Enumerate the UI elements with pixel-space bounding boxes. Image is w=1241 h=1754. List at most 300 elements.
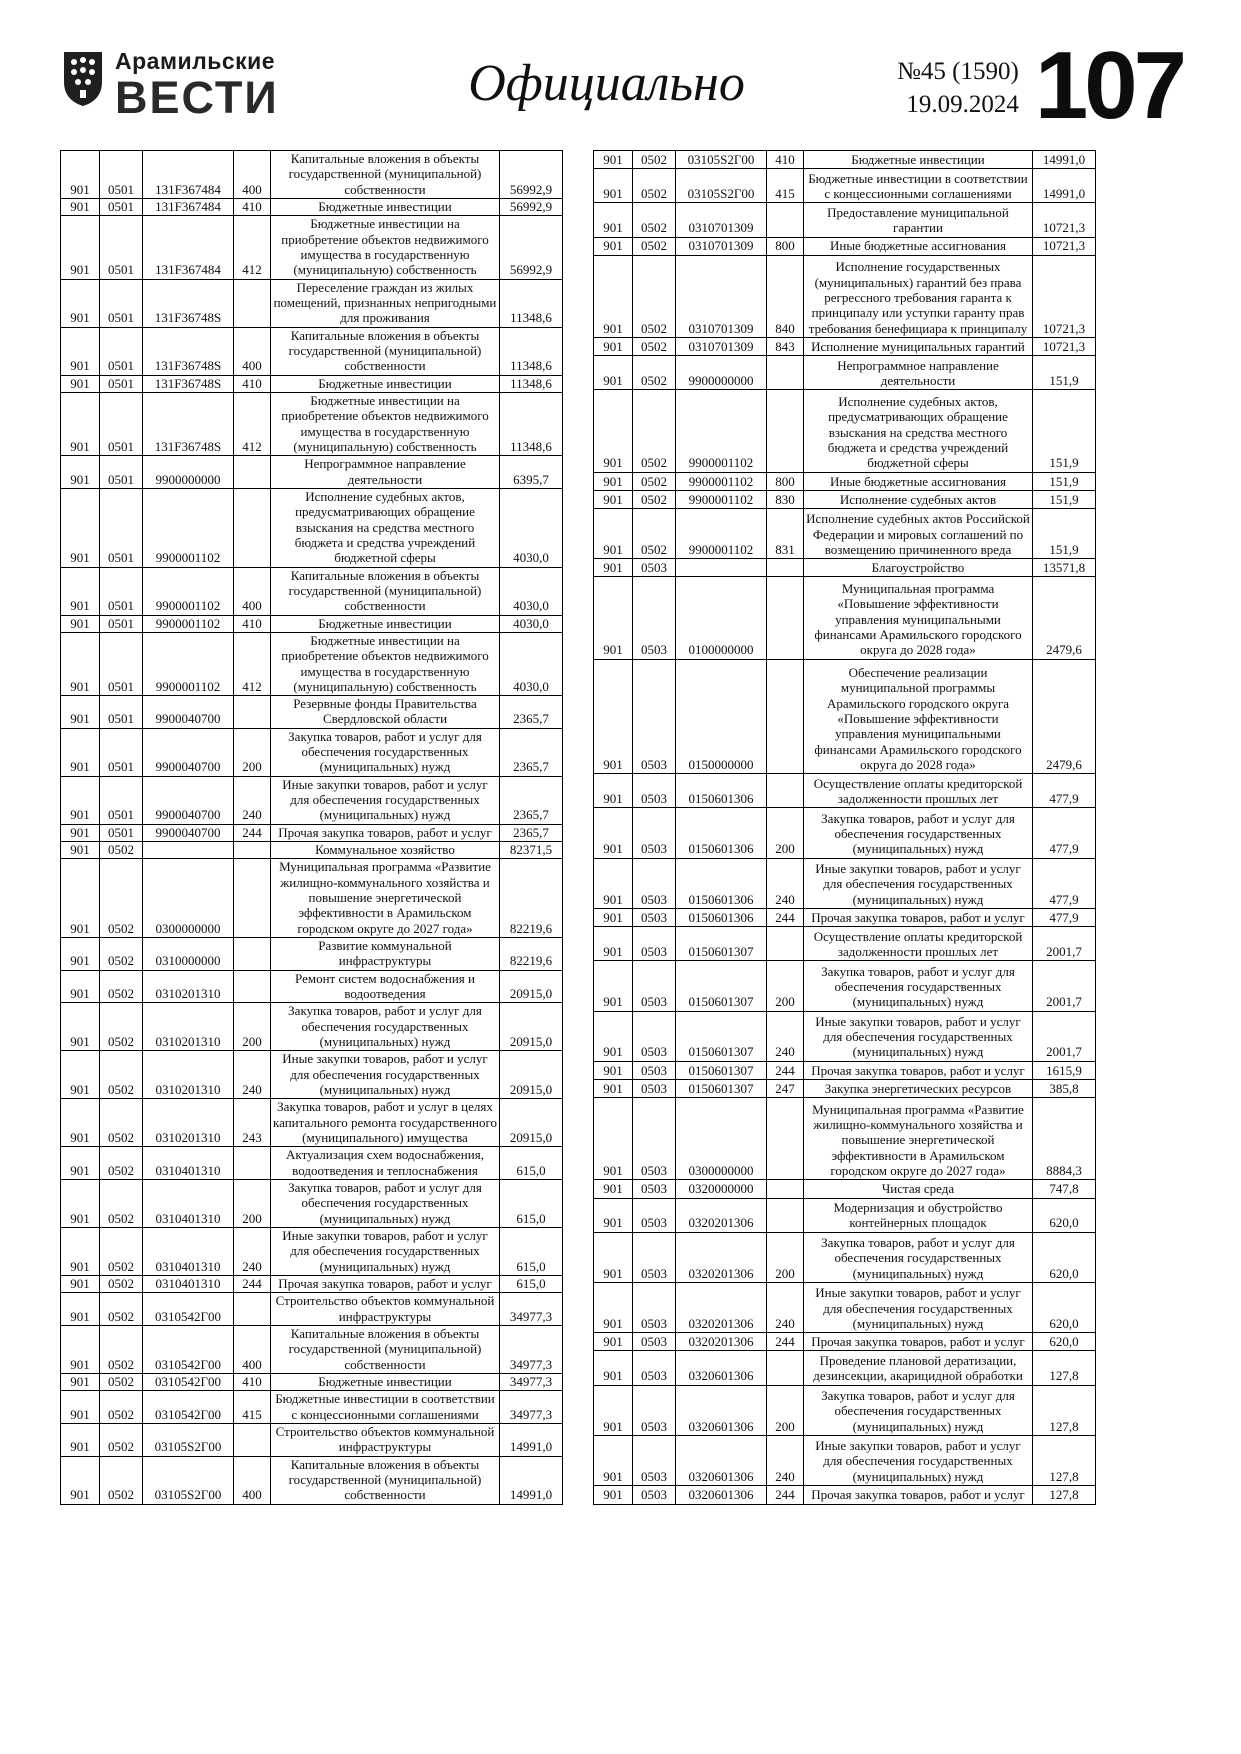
table-row bbox=[61, 1293, 563, 1326]
cell-name: Прочая закупка товаров, работ и услуг bbox=[804, 908, 1033, 926]
cell-type: 415 bbox=[234, 1391, 271, 1424]
cell-name: Предоставление муниципальной гарантии bbox=[804, 203, 1033, 237]
cell-grbs: 901 bbox=[594, 774, 633, 808]
cell-type bbox=[234, 456, 271, 489]
cell-grbs: 901 bbox=[61, 938, 100, 971]
cell-section: 0503 bbox=[633, 1486, 676, 1504]
cell-amount: 615,0 bbox=[500, 1147, 563, 1180]
cell-amount: 2479,6 bbox=[1033, 577, 1096, 659]
table-row bbox=[61, 567, 563, 615]
table-row bbox=[594, 1232, 1096, 1282]
cell-amount: 56992,9 bbox=[500, 198, 563, 215]
table-row bbox=[61, 1325, 563, 1373]
cell-grbs: 901 bbox=[594, 1486, 633, 1504]
table-row bbox=[594, 1198, 1096, 1232]
cell-amount: 6395,7 bbox=[500, 456, 563, 489]
cell-target: 03105S2Г00 bbox=[676, 169, 767, 203]
cell-amount: 11348,6 bbox=[500, 392, 563, 455]
cell-name: Бюджетные инвестиции bbox=[804, 151, 1033, 169]
cell-amount: 385,8 bbox=[1033, 1079, 1096, 1097]
cell-type: 400 bbox=[234, 327, 271, 375]
table-row bbox=[61, 1003, 563, 1051]
cell-type: 400 bbox=[234, 567, 271, 615]
cell-type bbox=[234, 279, 271, 327]
cell-type bbox=[767, 203, 804, 237]
cell-grbs: 901 bbox=[594, 961, 633, 1011]
cell-section: 0503 bbox=[633, 577, 676, 659]
cell-grbs: 901 bbox=[61, 1423, 100, 1456]
cell-amount: 20915,0 bbox=[500, 1051, 563, 1099]
cell-section: 0501 bbox=[100, 488, 143, 567]
cell-section: 0503 bbox=[633, 1061, 676, 1079]
cell-name: Закупка товаров, работ и услуг в целях капитального ремонта государственного (муниципального) имущества bbox=[271, 1099, 500, 1147]
cell-amount: 13571,8 bbox=[1033, 559, 1096, 577]
cell-amount: 14991,0 bbox=[1033, 169, 1096, 203]
cell-amount: 20915,0 bbox=[500, 970, 563, 1003]
cell-section: 0502 bbox=[100, 1423, 143, 1456]
cell-amount: 127,8 bbox=[1033, 1385, 1096, 1435]
table-row bbox=[594, 169, 1096, 203]
cell-name: Прочая закупка товаров, работ и услуг bbox=[804, 1486, 1033, 1504]
cell-section: 0501 bbox=[100, 327, 143, 375]
cell-section: 0502 bbox=[100, 1275, 143, 1292]
cell-grbs: 901 bbox=[61, 1147, 100, 1180]
cell-grbs: 901 bbox=[61, 842, 100, 859]
cell-amount: 10721,3 bbox=[1033, 203, 1096, 237]
cell-amount: 477,9 bbox=[1033, 774, 1096, 808]
cell-grbs: 901 bbox=[594, 559, 633, 577]
cell-grbs: 901 bbox=[61, 970, 100, 1003]
cell-target bbox=[143, 842, 234, 859]
cell-type: 244 bbox=[767, 908, 804, 926]
cell-name: Прочая закупка товаров, работ и услуг bbox=[271, 824, 500, 841]
cell-type: 200 bbox=[234, 1180, 271, 1228]
cell-name: Муниципальная программа «Развитие жилищно-коммунального хозяйства и повышение энергетической эффективности в Арамильском городском округе до 2027 года» bbox=[271, 859, 500, 938]
cell-amount: 34977,3 bbox=[500, 1391, 563, 1424]
cell-name: Непрограммное направление деятельности bbox=[271, 456, 500, 489]
cell-target: 9900001102 bbox=[143, 567, 234, 615]
cell-type: 400 bbox=[234, 1456, 271, 1504]
cell-grbs: 901 bbox=[61, 1180, 100, 1228]
cell-target: 9900001102 bbox=[676, 472, 767, 490]
cell-grbs: 901 bbox=[594, 1385, 633, 1435]
cell-name: Капитальные вложения в объекты государственной (муниципальной) собственности bbox=[271, 567, 500, 615]
cell-target: 9900040700 bbox=[143, 696, 234, 729]
cell-grbs: 901 bbox=[594, 1079, 633, 1097]
cell-grbs: 901 bbox=[594, 1180, 633, 1198]
cell-type bbox=[767, 577, 804, 659]
cell-section: 0502 bbox=[100, 1180, 143, 1228]
cell-grbs: 901 bbox=[594, 858, 633, 908]
cell-target: 0310201310 bbox=[143, 1003, 234, 1051]
table-row bbox=[61, 488, 563, 567]
table-row bbox=[61, 1180, 563, 1228]
table-row bbox=[594, 1283, 1096, 1333]
cell-name: Развитие коммунальной инфраструктуры bbox=[271, 938, 500, 971]
cell-name: Чистая среда bbox=[804, 1180, 1033, 1198]
cell-type: 200 bbox=[767, 808, 804, 858]
cell-grbs: 901 bbox=[61, 824, 100, 841]
cell-amount: 82371,5 bbox=[500, 842, 563, 859]
cell-type: 240 bbox=[767, 1011, 804, 1061]
cell-amount: 10721,3 bbox=[1033, 255, 1096, 337]
cell-amount: 747,8 bbox=[1033, 1180, 1096, 1198]
cell-grbs: 901 bbox=[594, 1198, 633, 1232]
cell-amount: 2365,7 bbox=[500, 776, 563, 824]
cell-target: 03105S2Г00 bbox=[143, 1423, 234, 1456]
cell-target: 0310542Г00 bbox=[143, 1391, 234, 1424]
cell-grbs: 901 bbox=[61, 1293, 100, 1326]
cell-name: Иные закупки товаров, работ и услуг для обеспечения государственных (муниципальных) нужд bbox=[804, 858, 1033, 908]
cell-section: 0502 bbox=[633, 472, 676, 490]
cell-target: 9900040700 bbox=[143, 728, 234, 776]
cell-grbs: 901 bbox=[594, 151, 633, 169]
cell-type: 244 bbox=[767, 1486, 804, 1504]
cell-target: 9900001102 bbox=[143, 615, 234, 632]
table-row bbox=[594, 1486, 1096, 1504]
table-row bbox=[594, 338, 1096, 356]
table-row bbox=[61, 392, 563, 455]
cell-grbs: 901 bbox=[61, 1099, 100, 1147]
cell-type bbox=[234, 696, 271, 729]
cell-section: 0502 bbox=[633, 169, 676, 203]
cell-section: 0501 bbox=[100, 728, 143, 776]
cell-amount: 2365,7 bbox=[500, 728, 563, 776]
cell-grbs: 901 bbox=[61, 327, 100, 375]
cell-section: 0501 bbox=[100, 696, 143, 729]
cell-type bbox=[767, 390, 804, 472]
cell-section: 0503 bbox=[633, 659, 676, 773]
cell-grbs: 901 bbox=[594, 338, 633, 356]
cell-target: 9900001102 bbox=[143, 632, 234, 695]
cell-section: 0502 bbox=[100, 1293, 143, 1326]
table-row bbox=[594, 1180, 1096, 1198]
cell-name: Капитальные вложения в объекты государственной (муниципальной) собственности bbox=[271, 327, 500, 375]
cell-target: 0150601306 bbox=[676, 858, 767, 908]
cell-target: 0150601307 bbox=[676, 1061, 767, 1079]
table-row bbox=[61, 1456, 563, 1504]
cell-grbs: 901 bbox=[61, 776, 100, 824]
cell-section: 0502 bbox=[633, 151, 676, 169]
cell-grbs: 901 bbox=[594, 659, 633, 773]
table-row bbox=[594, 509, 1096, 559]
table-row bbox=[61, 1227, 563, 1275]
cell-target: 0310701309 bbox=[676, 237, 767, 255]
table-row bbox=[61, 1423, 563, 1456]
cell-section: 0501 bbox=[100, 375, 143, 392]
cell-target: 0150601307 bbox=[676, 961, 767, 1011]
cell-name: Проведение плановой дератизации, дезинсекции, акарицидной обработки bbox=[804, 1351, 1033, 1385]
cell-target: 0310201310 bbox=[143, 970, 234, 1003]
cell-target: 0310201310 bbox=[143, 1051, 234, 1099]
cell-name: Обеспечение реализации муниципальной программы Арамильского городского округа «Повышение эффективности управления муниципальными финансами Арамильского городского округа до 2028 года» bbox=[804, 659, 1033, 773]
cell-section: 0503 bbox=[633, 1232, 676, 1282]
cell-type: 410 bbox=[234, 375, 271, 392]
cell-amount: 477,9 bbox=[1033, 808, 1096, 858]
cell-name: Иные закупки товаров, работ и услуг для обеспечения государственных (муниципальных) нужд bbox=[271, 1227, 500, 1275]
cell-type: 200 bbox=[767, 1385, 804, 1435]
cell-type: 410 bbox=[767, 151, 804, 169]
cell-type bbox=[767, 356, 804, 390]
cell-section: 0503 bbox=[633, 858, 676, 908]
cell-grbs: 901 bbox=[61, 279, 100, 327]
cell-target: 9900040700 bbox=[143, 776, 234, 824]
cell-grbs: 901 bbox=[594, 490, 633, 508]
cell-grbs: 901 bbox=[61, 375, 100, 392]
cell-grbs: 901 bbox=[594, 237, 633, 255]
cell-target: 03105S2Г00 bbox=[143, 1456, 234, 1504]
cell-amount: 615,0 bbox=[500, 1275, 563, 1292]
cell-amount: 4030,0 bbox=[500, 567, 563, 615]
cell-name: Исполнение судебных актов, предусматривающих обращение взыскания на средства местного бюджета и средства учреждений бюджетной сферы bbox=[804, 390, 1033, 472]
cell-grbs: 901 bbox=[594, 472, 633, 490]
table-row bbox=[594, 472, 1096, 490]
cell-target: 0310401310 bbox=[143, 1180, 234, 1228]
cell-name: Муниципальная программа «Повышение эффективности управления муниципальными финансами Арамильского городского округа до 2028 года» bbox=[804, 577, 1033, 659]
newspaper-logo bbox=[60, 46, 316, 123]
cell-section: 0503 bbox=[633, 1079, 676, 1097]
cell-grbs: 901 bbox=[594, 577, 633, 659]
cell-section: 0502 bbox=[100, 1003, 143, 1051]
cell-name: Строительство объектов коммунальной инфраструктуры bbox=[271, 1423, 500, 1456]
cell-section: 0501 bbox=[100, 567, 143, 615]
cell-section: 0503 bbox=[633, 1283, 676, 1333]
cell-grbs: 901 bbox=[61, 456, 100, 489]
cell-target: 0150601307 bbox=[676, 927, 767, 961]
cell-name: Резервные фонды Правительства Свердловской области bbox=[271, 696, 500, 729]
cell-type: 412 bbox=[234, 216, 271, 279]
cell-section: 0503 bbox=[633, 808, 676, 858]
cell-type: 840 bbox=[767, 255, 804, 337]
cell-amount: 14991,0 bbox=[500, 1456, 563, 1504]
cell-type bbox=[767, 774, 804, 808]
cell-name: Закупка товаров, работ и услуг для обеспечения государственных (муниципальных) нужд bbox=[271, 1180, 500, 1228]
cell-type: 800 bbox=[767, 237, 804, 255]
cell-amount: 615,0 bbox=[500, 1227, 563, 1275]
cell-name: Исполнение судебных актов bbox=[804, 490, 1033, 508]
cell-amount: 620,0 bbox=[1033, 1232, 1096, 1282]
cell-type bbox=[767, 1098, 804, 1180]
cell-target: 131F367484 bbox=[143, 198, 234, 215]
cell-type: 244 bbox=[234, 824, 271, 841]
cell-type: 830 bbox=[767, 490, 804, 508]
cell-target: 0150601307 bbox=[676, 1079, 767, 1097]
table-row bbox=[61, 938, 563, 971]
table-row bbox=[61, 615, 563, 632]
cell-type: 240 bbox=[767, 858, 804, 908]
cell-amount: 11348,6 bbox=[500, 375, 563, 392]
cell-grbs: 901 bbox=[61, 615, 100, 632]
cell-type: 240 bbox=[234, 1051, 271, 1099]
cell-grbs: 901 bbox=[594, 927, 633, 961]
cell-name: Прочая закупка товаров, работ и услуг bbox=[804, 1061, 1033, 1079]
cell-amount: 151,9 bbox=[1033, 356, 1096, 390]
cell-type bbox=[234, 488, 271, 567]
table-row bbox=[594, 1351, 1096, 1385]
cell-section: 0502 bbox=[633, 237, 676, 255]
cell-type: 244 bbox=[767, 1333, 804, 1351]
cell-section: 0502 bbox=[100, 1147, 143, 1180]
cell-section: 0501 bbox=[100, 151, 143, 199]
table-row bbox=[61, 1147, 563, 1180]
cell-amount: 4030,0 bbox=[500, 488, 563, 567]
cell-amount: 620,0 bbox=[1033, 1198, 1096, 1232]
cell-name: Исполнение судебных актов, предусматривающих обращение взыскания на средства местного бюджета и средства учреждений бюджетной сферы bbox=[271, 488, 500, 567]
table-row bbox=[594, 490, 1096, 508]
issue-info bbox=[897, 46, 1019, 121]
cell-target: 9900000000 bbox=[143, 456, 234, 489]
table-row bbox=[61, 632, 563, 695]
cell-type: 400 bbox=[234, 1325, 271, 1373]
cell-amount: 2365,7 bbox=[500, 824, 563, 841]
cell-name: Бюджетные инвестиции в соответствии с концессионными соглашениями bbox=[804, 169, 1033, 203]
cell-target: 0150000000 bbox=[676, 659, 767, 773]
table-row bbox=[594, 1079, 1096, 1097]
cell-section: 0503 bbox=[633, 1333, 676, 1351]
cell-amount: 34977,3 bbox=[500, 1325, 563, 1373]
cell-type: 240 bbox=[767, 1435, 804, 1485]
cell-section: 0502 bbox=[633, 490, 676, 508]
table-row bbox=[61, 1099, 563, 1147]
cell-target: 0310000000 bbox=[143, 938, 234, 971]
cell-type: 412 bbox=[234, 632, 271, 695]
cell-amount: 34977,3 bbox=[500, 1373, 563, 1390]
cell-grbs: 901 bbox=[61, 216, 100, 279]
cell-name: Закупка энергетических ресурсов bbox=[804, 1079, 1033, 1097]
cell-section: 0501 bbox=[100, 216, 143, 279]
cell-grbs: 901 bbox=[594, 808, 633, 858]
brand-text bbox=[115, 46, 279, 123]
cell-target: 9900001102 bbox=[676, 490, 767, 508]
cell-section: 0502 bbox=[633, 390, 676, 472]
cell-target: 0300000000 bbox=[143, 859, 234, 938]
cell-target: 0300000000 bbox=[676, 1098, 767, 1180]
cell-amount: 620,0 bbox=[1033, 1283, 1096, 1333]
cell-section: 0502 bbox=[100, 842, 143, 859]
cell-section: 0502 bbox=[100, 1456, 143, 1504]
cell-grbs: 901 bbox=[61, 392, 100, 455]
cell-target: 0310701309 bbox=[676, 203, 767, 237]
cell-target: 9900001102 bbox=[676, 390, 767, 472]
cell-grbs: 901 bbox=[594, 203, 633, 237]
cell-name: Коммунальное хозяйство bbox=[271, 842, 500, 859]
cell-amount: 477,9 bbox=[1033, 858, 1096, 908]
cell-name: Иные закупки товаров, работ и услуг для обеспечения государственных (муниципальных) нужд bbox=[804, 1011, 1033, 1061]
table-row bbox=[61, 776, 563, 824]
cell-target: 0150601306 bbox=[676, 774, 767, 808]
cell-name: Прочая закупка товаров, работ и услуг bbox=[271, 1275, 500, 1292]
table-row bbox=[61, 456, 563, 489]
cell-target: 0320601306 bbox=[676, 1385, 767, 1435]
table-row bbox=[61, 279, 563, 327]
cell-grbs: 901 bbox=[61, 198, 100, 215]
cell-type: 410 bbox=[234, 1373, 271, 1390]
cell-name: Модернизация и обустройство контейнерных площадок bbox=[804, 1198, 1033, 1232]
table-row bbox=[61, 859, 563, 938]
cell-target: 0320201306 bbox=[676, 1283, 767, 1333]
cell-amount: 82219,6 bbox=[500, 938, 563, 971]
cell-type: 410 bbox=[234, 615, 271, 632]
brand-name-top: Арамильские bbox=[115, 48, 276, 74]
cell-amount: 14991,0 bbox=[1033, 151, 1096, 169]
cell-target: 0320601306 bbox=[676, 1486, 767, 1504]
cell-section: 0502 bbox=[633, 255, 676, 337]
cell-amount: 11348,6 bbox=[500, 327, 563, 375]
cell-name: Бюджетные инвестиции bbox=[271, 1373, 500, 1390]
cell-target: 03105S2Г00 bbox=[676, 151, 767, 169]
table-row bbox=[594, 1098, 1096, 1180]
cell-section: 0503 bbox=[633, 1385, 676, 1435]
cell-type bbox=[767, 1351, 804, 1385]
table-row bbox=[594, 1385, 1096, 1435]
cell-section: 0501 bbox=[100, 776, 143, 824]
cell-type: 410 bbox=[234, 198, 271, 215]
cell-section: 0501 bbox=[100, 632, 143, 695]
cell-amount: 151,9 bbox=[1033, 472, 1096, 490]
cell-type: 415 bbox=[767, 169, 804, 203]
cell-name: Исполнение судебных актов Российской Федерации и мировых соглашений по возмещению причиненного вреда bbox=[804, 509, 1033, 559]
cell-grbs: 901 bbox=[594, 1011, 633, 1061]
cell-target: 131F36748S bbox=[143, 375, 234, 392]
cell-amount: 10721,3 bbox=[1033, 338, 1096, 356]
cell-section: 0502 bbox=[100, 1099, 143, 1147]
cell-grbs: 901 bbox=[61, 696, 100, 729]
cell-name: Иные закупки товаров, работ и услуг для обеспечения государственных (муниципальных) нужд bbox=[804, 1435, 1033, 1485]
page-number: 107 bbox=[1034, 32, 1183, 139]
table-row bbox=[61, 696, 563, 729]
cell-target: 0310542Г00 bbox=[143, 1293, 234, 1326]
cell-type: 843 bbox=[767, 338, 804, 356]
cell-name: Закупка товаров, работ и услуг для обеспечения государственных (муниципальных) нужд bbox=[271, 728, 500, 776]
table-row bbox=[61, 216, 563, 279]
cell-section: 0502 bbox=[100, 938, 143, 971]
cell-section: 0503 bbox=[633, 908, 676, 926]
cell-name: Бюджетные инвестиции bbox=[271, 198, 500, 215]
table-row bbox=[61, 728, 563, 776]
cell-grbs: 901 bbox=[594, 1351, 633, 1385]
cell-grbs: 901 bbox=[61, 632, 100, 695]
table-row bbox=[594, 1011, 1096, 1061]
cell-grbs: 901 bbox=[594, 390, 633, 472]
cell-target: 0310401310 bbox=[143, 1147, 234, 1180]
cell-grbs: 901 bbox=[594, 1098, 633, 1180]
cell-grbs: 901 bbox=[61, 1391, 100, 1424]
cell-name: Бюджетные инвестиции на приобретение объектов недвижимого имущества в государственную (муниципальную) собственность bbox=[271, 632, 500, 695]
cell-target: 0310201310 bbox=[143, 1099, 234, 1147]
cell-type: 831 bbox=[767, 509, 804, 559]
cell-amount: 127,8 bbox=[1033, 1435, 1096, 1485]
cell-amount: 56992,9 bbox=[500, 151, 563, 199]
cell-target: 9900001102 bbox=[676, 509, 767, 559]
cell-type bbox=[767, 1198, 804, 1232]
table-row bbox=[61, 1391, 563, 1424]
cell-target: 9900000000 bbox=[676, 356, 767, 390]
cell-name: Капитальные вложения в объекты государственной (муниципальной) собственности bbox=[271, 1325, 500, 1373]
cell-name: Осуществление оплаты кредиторской задолженности прошлых лет bbox=[804, 927, 1033, 961]
table-row bbox=[61, 375, 563, 392]
cell-target bbox=[676, 559, 767, 577]
cell-amount: 56992,9 bbox=[500, 216, 563, 279]
masthead bbox=[60, 32, 1183, 139]
cell-type: 240 bbox=[767, 1283, 804, 1333]
table-row bbox=[61, 327, 563, 375]
cell-section: 0502 bbox=[633, 203, 676, 237]
table-row bbox=[594, 390, 1096, 472]
cell-name: Закупка товаров, работ и услуг для обеспечения государственных (муниципальных) нужд bbox=[804, 808, 1033, 858]
cell-section: 0501 bbox=[100, 198, 143, 215]
cell-target: 0320601306 bbox=[676, 1351, 767, 1385]
cell-section: 0503 bbox=[633, 774, 676, 808]
